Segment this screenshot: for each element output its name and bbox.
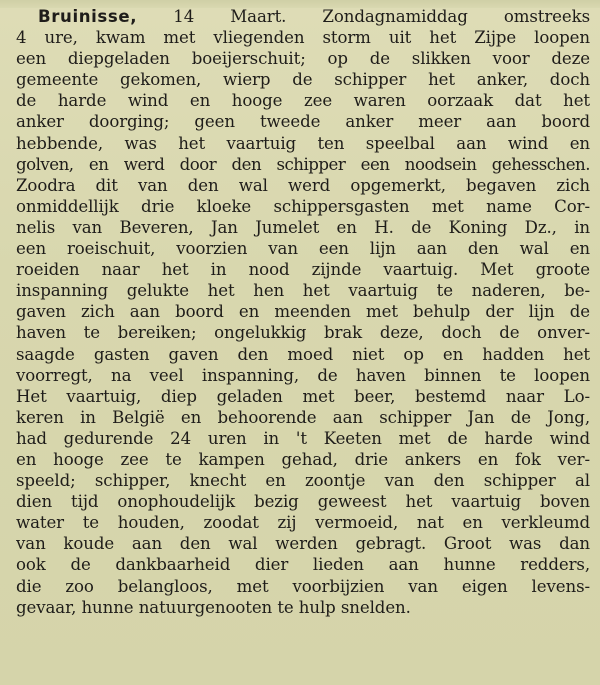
article-line-6: anker doorging; geen tweede anker meer aan boord	[16, 112, 590, 132]
article-line-5: de harde wind en hooge zee waren oorzaak dat het	[16, 91, 590, 111]
article-line-11: nelis van Beveren, Jan Jumelet en H. de Koning Dz., in	[16, 217, 590, 237]
article-line-23: speeld; schipper, knecht en zoontje van den schipper al	[16, 471, 590, 491]
news-article	[16, 6, 590, 618]
article-line-20: keren in België en behoorende aan schipper Jan de Jong,	[16, 407, 590, 427]
dateline-place: Bruinisse,	[38, 7, 138, 26]
article-line-14: inspanning gelukte het hen het vaartuig te naderen, be-	[16, 281, 590, 301]
article-line-27: ook de dankbaarheid dier lieden aan hunne redders,	[16, 555, 590, 575]
article-line-18: voorregt, na veel inspanning, de haven binnen te loopen	[16, 365, 590, 385]
article-line-19: Het vaartuig, diep geladen met beer, bestemd naar Lo-	[16, 386, 590, 406]
article-line-10: onmiddellijk drie kloeke schippersgasten met name Cor-	[16, 196, 590, 216]
article-line-4: gemeente gekomen, wierp de schipper het anker, doch	[16, 70, 590, 90]
article-line-15: gaven zich aan boord en meenden met behulp der lijn de	[16, 302, 590, 322]
article-line-21: had gedurende 24 uren in 't Keeten met de harde wind	[16, 428, 590, 448]
article-line-9: Zoodra dit van den wal werd opgemerkt, begaven zich	[16, 175, 590, 195]
article-line-13: roeiden naar het in nood zijnde vaartuig. Met groote	[16, 260, 590, 280]
article-line-12: een roeischuit, voorzien van een lijn aan den wal en	[16, 239, 590, 259]
article-line-8: golven, en werd door den schipper een noodsein gehesschen.	[16, 154, 590, 174]
article-line-2: 4 ure, kwam met vliegenden storm uit het Zijpe loopen	[16, 28, 590, 48]
article-line-29: gevaar, hunne natuurgenooten te hulp snelden.	[16, 597, 411, 617]
dateline-text: 14 Maart. Zondagnamiddag omstreeks	[137, 7, 590, 26]
article-line-28: die zoo belangloos, met voorbijzien van eigen levens-	[16, 576, 590, 596]
article-line-1	[16, 6, 590, 27]
article-line-17: saagde gasten gaven den moed niet op en hadden het	[16, 344, 590, 364]
article-line-16: haven te bereiken; ongelukkig brak deze, doch de onver-	[16, 323, 590, 343]
article-line-22: en hooge zee te kampen gehad, drie ankers en fok ver-	[16, 449, 590, 469]
article-line-24: dien tijd onophoudelijk bezig geweest het vaartuig boven	[16, 492, 590, 512]
article-line-26: van koude aan den wal werden gebragt. Groot was dan	[16, 534, 590, 554]
article-line-3: een diepgeladen boeijerschuit; op de slikken voor deze	[16, 49, 590, 69]
article-line-7: hebbende, was het vaartuig ten speelbal aan wind en	[16, 133, 590, 153]
article-line-25: water te houden, zoodat zij vermoeid, nat en verkleumd	[16, 513, 590, 533]
